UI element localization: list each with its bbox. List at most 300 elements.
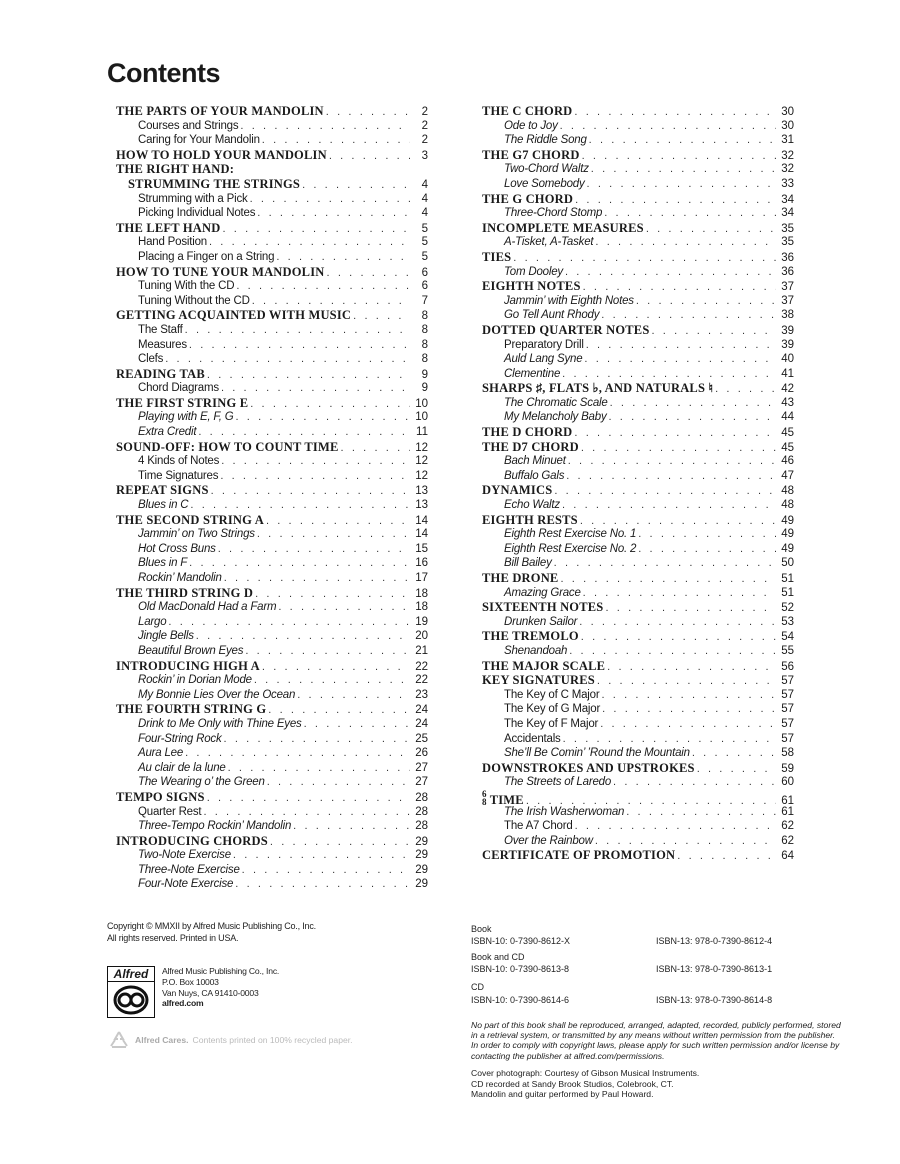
toc-entry-title: THE PARTS OF YOUR MANDOLIN (116, 104, 324, 118)
toc-page-number: 22 (415, 674, 428, 687)
toc-entry-title: THE TREMOLO (482, 629, 579, 644)
toc-page-number: 58 (781, 747, 794, 760)
isbn13: ISBN-13: 978-0-7390-8614-8 (656, 995, 773, 1005)
toc-entry-row (482, 805, 794, 820)
toc-entry-title: THE THIRD STRING D (116, 585, 254, 600)
toc-entry-row (482, 119, 794, 134)
toc-page-number: 61 (781, 805, 794, 818)
toc-entry-title: 4 Kinds of Notes (138, 455, 220, 468)
leader-dots (234, 279, 410, 294)
leader-dots (222, 732, 410, 747)
leader-dots (552, 556, 776, 571)
toc-entry-title: Clementine (504, 367, 561, 380)
address-line: P.O. Box 10003 (162, 976, 219, 987)
toc-entry-title: THE SECOND STRING A (116, 512, 264, 527)
leader-dots (351, 309, 410, 323)
toc-entry-title: GETTING ACQUAINTED WITH MUSIC (116, 308, 352, 323)
toc-entry-row (482, 367, 794, 382)
toc-entry-row (482, 294, 794, 309)
toc-entry-row (116, 338, 428, 353)
toc-entry-row (116, 629, 428, 644)
toc-entry-row (116, 323, 428, 338)
toc-heading-row (482, 425, 794, 440)
leader-dots (578, 514, 776, 528)
leader-dots (295, 688, 410, 703)
toc-entry-title: Placing a Finger on a String (138, 250, 275, 263)
toc-page-number: 2 (421, 119, 428, 132)
leader-dots (325, 266, 410, 280)
credits-block (471, 1068, 699, 1100)
toc-entry-title: Two-Chord Waltz (504, 163, 589, 176)
logo-mark-icon (112, 984, 150, 1016)
toc-heading-row (116, 513, 428, 528)
toc-entry-title: THE G CHORD (482, 191, 574, 206)
toc-entry-title: Caring for Your Mandolin (138, 134, 260, 147)
toc-entry-title: THE LEFT HAND (116, 220, 221, 235)
leader-dots (603, 601, 776, 615)
toc-page-number: 22 (415, 660, 428, 673)
toc-page-number: 57 (781, 717, 794, 730)
toc-page-number: 48 (781, 499, 794, 512)
toc-heading-row (482, 659, 794, 674)
cares-text: Contents printed on 100% recycled paper. (192, 1035, 353, 1045)
toc-page-number: 57 (781, 688, 794, 701)
leader-dots (194, 629, 410, 644)
toc-page-number: 57 (781, 675, 794, 688)
toc-entry-title: Rockin’ in Dorian Mode (138, 674, 252, 687)
toc-page-number: 6 (421, 280, 428, 293)
toc-page-number: 34 (781, 193, 794, 206)
toc-heading-row (116, 104, 428, 119)
toc-entry-row (482, 702, 794, 717)
credit-line: CD recorded at Sandy Brook Studios, Colebrook, CT. (471, 1078, 674, 1089)
leader-dots (339, 441, 410, 455)
toc-entry-row (116, 192, 428, 207)
toc-entry-title: THE D CHORD (482, 425, 573, 440)
leader-dots (598, 717, 776, 732)
toc-page-number: 30 (781, 119, 794, 132)
toc-entry-title: INCOMPLETE MEASURES (482, 220, 644, 235)
toc-entry-title: Buffalo Gals (504, 469, 565, 482)
leader-dots (201, 805, 410, 820)
time-sig-top: 6 (482, 789, 487, 799)
toc-entry-row (482, 775, 794, 790)
toc-page-number: 41 (781, 367, 794, 380)
leader-dots (567, 644, 776, 659)
toc-page-number: 14 (415, 528, 428, 541)
toc-entry-title: Clefs (138, 353, 164, 366)
toc-entry-row (116, 527, 428, 542)
leader-dots (558, 119, 776, 134)
toc-heading-row (116, 367, 428, 382)
leader-dots (611, 775, 776, 790)
toc-entry-title: Tuning With the CD (138, 280, 235, 293)
toc-page-number: 9 (421, 382, 428, 395)
toc-entry-row (482, 133, 794, 148)
leader-dots (274, 250, 410, 265)
toc-page-number: 8 (421, 310, 428, 323)
toc-entry-row (116, 571, 428, 586)
toc-entry-row (482, 717, 794, 732)
toc-entry-title: The Irish Washerwoman (504, 805, 625, 818)
toc-page-number: 11 (416, 426, 428, 439)
leader-dots (222, 571, 410, 586)
toc-heading-row (482, 673, 794, 688)
website-link[interactable]: alfred.com (162, 998, 204, 1009)
alfred-logo (107, 966, 155, 1018)
toc-page-number: 27 (415, 776, 428, 789)
toc-entry-row (116, 863, 428, 878)
cares-title: Alfred Cares. (135, 1035, 189, 1045)
leader-dots (255, 206, 410, 221)
toc-heading-row (482, 192, 794, 207)
toc-page-number: 46 (781, 455, 794, 468)
toc-page-number: 35 (781, 222, 794, 235)
toc-page-number: 4 (421, 192, 428, 205)
toc-entry-title: Three-Tempo Rockin’ Mandolin (138, 820, 292, 833)
toc-entry-row (116, 732, 428, 747)
toc-entry-title: EIGHTH NOTES (482, 279, 581, 294)
toc-heading-row (482, 148, 794, 163)
toc-entry-row (482, 177, 794, 192)
leader-dots (183, 323, 410, 338)
toc-page-number: 49 (781, 514, 794, 527)
toc-entry-text: TIME (489, 792, 524, 805)
toc-entry-title: HOW TO HOLD YOUR MANDOLIN (116, 147, 327, 162)
toc-page-number: 13 (415, 485, 428, 498)
leader-dots (216, 542, 410, 557)
toc-entry-title: Courses and Strings (138, 119, 239, 132)
leader-dots (564, 469, 776, 484)
toc-heading-row (116, 265, 428, 280)
toc-entry-title: Three-Note Exercise (138, 863, 240, 876)
toc-page-number: 4 (421, 207, 428, 220)
toc-entry-title: CERTIFICATE OF PROMOTION (482, 848, 676, 863)
toc-heading-row (116, 440, 428, 455)
toc-entry-title: The Wearing o’ the Green (138, 776, 265, 789)
leader-dots (585, 177, 776, 192)
toc-entry-row (116, 556, 428, 571)
leader-dots (327, 149, 410, 163)
credit-line: Mandolin and guitar performed by Paul Howard. (471, 1089, 654, 1099)
toc-entry-row (482, 265, 794, 280)
toc-page-number: 3 (421, 149, 428, 162)
toc-page-number: 38 (781, 309, 794, 322)
toc-page-number: 17 (415, 572, 428, 584)
toc-entry-title: Extra Credit (138, 426, 197, 439)
toc-page-number: 51 (781, 573, 794, 585)
toc-entry-title: Drink to Me Only with Thine Eyes (138, 717, 302, 730)
toc-entry-title: DOWNSTROKES AND UPSTROKES (482, 760, 695, 775)
leader-dots (234, 410, 411, 425)
leader-dots (561, 732, 776, 747)
toc-page-number: 8 (421, 338, 428, 351)
toc-entry-title: Eighth Rest Exercise No. 2 (504, 542, 637, 555)
leader-dots (187, 556, 410, 571)
toc-entry-title: Tuning Without the CD (138, 294, 250, 307)
toc-heading-row (116, 396, 428, 411)
toc-entry-row (116, 279, 428, 294)
leader-dots (218, 469, 410, 484)
toc-entry-title: Four-Note Exercise (138, 878, 234, 891)
toc-page-number: 51 (781, 586, 794, 599)
alfred-cares (108, 1030, 353, 1050)
toc-page-number: 27 (415, 761, 428, 774)
leader-dots (587, 133, 776, 148)
toc-entry-title: Echo Waltz (504, 499, 560, 512)
leader-dots (243, 644, 410, 659)
toc-page-number: 48 (781, 485, 794, 498)
toc-entry-title: EIGHTH RESTS (482, 512, 578, 527)
toc-right-column (482, 104, 794, 863)
leader-dots (264, 514, 410, 528)
toc-entry-title: A-Tisket, A-Tasket (504, 236, 594, 249)
toc-heading-row (482, 513, 794, 528)
toc-page-number: 40 (781, 353, 794, 366)
toc-heading-row (482, 761, 794, 776)
toc-heading-row (482, 571, 794, 586)
toc-entry-title: My Melancholy Baby (504, 411, 607, 424)
toc-entry-row (482, 819, 794, 834)
copyright-block (107, 921, 316, 944)
leader-dots (196, 425, 410, 440)
toc-entry-row (116, 746, 428, 761)
time-sig-bottom: 8 (482, 796, 487, 805)
toc-entry-title (482, 790, 524, 805)
leader-dots (255, 527, 410, 542)
recycle-icon (108, 1030, 130, 1050)
toc-entry-title: Hand Position (138, 236, 207, 249)
toc-entry-row (482, 542, 794, 557)
leader-dots (260, 660, 410, 674)
toc-entry-title: Time Signatures (138, 469, 219, 482)
leader-dots (566, 454, 776, 469)
toc-page-number: 24 (415, 717, 428, 730)
toc-heading-row (482, 440, 794, 455)
leader-dots (602, 206, 776, 221)
leader-dots (560, 498, 776, 513)
leader-dots (166, 615, 410, 630)
toc-entry-row (116, 250, 428, 265)
toc-page-number: 12 (415, 469, 428, 482)
leader-dots (207, 235, 410, 250)
leader-dots (644, 222, 776, 236)
toc-page-number: 8 (421, 353, 428, 366)
leader-dots (248, 397, 410, 411)
leader-dots (205, 368, 410, 382)
leader-dots (582, 352, 776, 367)
toc-page-number: 23 (415, 688, 428, 701)
toc-entry-title: Go Tell Aunt Rhody (504, 309, 600, 322)
toc-page-number: 52 (781, 602, 794, 615)
toc-entry-title: Rockin’ Mandolin (138, 572, 222, 584)
leader-dots (324, 105, 410, 119)
leader-dots (600, 702, 776, 717)
toc-entry-title: The Key of F Major (504, 717, 599, 730)
toc-entry-title: DYNAMICS (482, 483, 553, 498)
toc-entry-title: KEY SIGNATURES (482, 673, 595, 688)
toc-left-column (116, 104, 428, 892)
leader-dots (675, 849, 776, 863)
toc-entry-title: Drunken Sailor (504, 615, 578, 628)
leader-dots (300, 178, 410, 192)
toc-entry-title: THE DRONE (482, 571, 559, 585)
toc-entry-row (482, 352, 794, 367)
toc-page-number: 16 (415, 557, 428, 570)
toc-page-number: 62 (781, 834, 794, 847)
toc-entry-title: Playing with E, F, G (138, 411, 234, 424)
toc-entry-row (116, 454, 428, 469)
leader-dots (276, 600, 410, 615)
toc-entry-title: TEMPO SIGNS (116, 789, 205, 804)
leader-dots (581, 280, 776, 294)
toc-entry-row (116, 805, 428, 820)
address-line: Van Nuys, CA 91410-0003 (162, 987, 259, 998)
isbn10: ISBN-10: 0-7390-8614-6 (471, 995, 570, 1005)
toc-page-number: 49 (781, 542, 794, 555)
leader-dots (599, 308, 776, 323)
toc-entry-title: Bill Bailey (504, 557, 552, 570)
toc-entry-title: THE MAJOR SCALE (482, 658, 606, 673)
toc-heading-row (482, 848, 794, 863)
toc-entry-title: Bach Minuet (504, 455, 566, 468)
toc-entry-row (116, 600, 428, 615)
toc-heading-row (482, 221, 794, 236)
toc-page-number: 2 (421, 106, 428, 118)
toc-entry-row (116, 235, 428, 250)
toc-entry-row (116, 381, 428, 396)
logo-word: Alfred (108, 967, 154, 982)
toc-page-number: 37 (781, 281, 794, 294)
toc-page-number: 45 (781, 427, 794, 440)
toc-page-number: 12 (415, 455, 428, 468)
leader-dots (563, 265, 776, 280)
toc-entry-row (482, 454, 794, 469)
toc-page-number: 57 (781, 732, 794, 745)
leader-dots (607, 410, 777, 425)
toc-entry-row (482, 644, 794, 659)
toc-page-number: 64 (781, 850, 794, 863)
toc-entry-row (116, 469, 428, 484)
toc-entry-title: DOTTED QUARTER NOTES (482, 322, 650, 337)
leader-dots (579, 630, 776, 644)
leader-dots (266, 703, 410, 717)
toc-entry-title: THE G7 CHORD (482, 147, 580, 162)
leader-dots (690, 746, 776, 761)
toc-entry-title: SHARPS ♯, FLATS ♭, AND NATURALS ♮ (482, 381, 714, 396)
leader-dots (238, 119, 410, 134)
toc-entry-row (116, 717, 428, 732)
toc-entry-title: Au clair de la lune (138, 761, 226, 774)
toc-entry-title: INTRODUCING HIGH A (116, 658, 260, 673)
toc-entry-title: SIXTEENTH NOTES (482, 600, 604, 615)
toc-entry-title: Shenandoah (504, 644, 568, 657)
toc-heading-row (482, 629, 794, 644)
toc-entry-title: SOUND-OFF: HOW TO COUNT TIME (116, 439, 339, 454)
toc-page-number: 29 (415, 863, 428, 876)
toc-entry-row (116, 352, 428, 367)
leader-dots (634, 294, 776, 309)
toc-page-number: 2 (421, 134, 428, 147)
toc-page-number: 13 (415, 499, 428, 512)
toc-heading-row (482, 279, 794, 294)
toc-entry-title: Picking Individual Notes (138, 207, 256, 220)
toc-entry-row (482, 396, 794, 411)
leader-dots (558, 572, 776, 586)
toc-heading-row (482, 483, 794, 498)
toc-entry-title: INTRODUCING CHORDS (116, 833, 268, 848)
toc-page-number: 12 (415, 441, 428, 454)
toc-entry-title: The A7 Chord (504, 820, 573, 833)
leader-dots (183, 746, 410, 761)
toc-heading-row (116, 148, 428, 163)
toc-entry-row (482, 162, 794, 177)
leader-dots (219, 381, 410, 396)
leader-dots (268, 835, 410, 849)
toc-page-number: 10 (415, 397, 428, 410)
toc-page-number: 50 (781, 557, 794, 570)
leader-dots (250, 294, 410, 309)
toc-entry-title: She’ll Be Comin’ ’Round the Mountain (504, 747, 690, 760)
toc-page-number: 60 (781, 776, 794, 789)
toc-entry-row (482, 688, 794, 703)
toc-entry-row (116, 119, 428, 134)
toc-entry-title: THE FIRST STRING E (116, 395, 249, 410)
toc-page-number: 29 (415, 849, 428, 862)
toc-heading-row (116, 221, 428, 236)
leader-dots (252, 673, 410, 688)
toc-heading-row (116, 790, 428, 805)
leader-dots (624, 805, 776, 820)
toc-entry-row (482, 615, 794, 630)
page-title: Contents (107, 58, 220, 88)
toc-entry-row (482, 469, 794, 484)
toc-page-number: 56 (781, 660, 794, 673)
toc-page-number: 43 (781, 396, 794, 409)
toc-page-number: 55 (781, 644, 794, 657)
toc-entry-title: Aura Lee (138, 747, 184, 760)
leader-dots (589, 162, 776, 177)
legal-notice: No part of this book shall be reproduced, arranged, adapted, recorded, publicly performed, stored in a retrieval system, or transmitted by any means without written permission from the publisher. In order to comply with copyright laws, please apply for such written permission and/or license by contacting the publisher at alfred.com/permissions. (471, 1020, 841, 1061)
toc-heading-row (482, 250, 794, 265)
toc-page-number: 28 (415, 791, 428, 804)
toc-entry-title: Tom Dooley (504, 265, 563, 278)
toc-page-number: 57 (781, 703, 794, 716)
leader-dots (233, 877, 410, 892)
toc-entry-row (482, 586, 794, 601)
toc-entry-title: THE RIGHT HAND: (116, 162, 235, 177)
leader-dots (595, 674, 776, 688)
toc-page-number: 32 (781, 149, 794, 162)
toc-entry-title: Ode to Joy (504, 119, 558, 132)
toc-entry-row (116, 615, 428, 630)
toc-entry-row (116, 498, 428, 513)
toc-entry-title: Chord Diagrams (138, 382, 219, 395)
toc-entry-title: The Streets of Laredo (504, 776, 612, 789)
toc-heading-row (482, 104, 794, 119)
toc-entry-title: The Chromatic Scale (504, 396, 608, 409)
leader-dots (593, 834, 776, 849)
credit-line: Cover photograph: Courtesy of Gibson Musical Instruments. (471, 1068, 700, 1078)
toc-page-number: 7 (421, 294, 428, 307)
toc-page-number: 53 (781, 615, 794, 628)
leader-dots (573, 819, 776, 834)
toc-heading-row (116, 483, 428, 498)
time-signature-icon (482, 790, 487, 805)
toc-page-number: 62 (781, 820, 794, 833)
toc-entry-title: Old MacDonald Had a Farm (138, 601, 277, 614)
toc-page-number: 19 (415, 615, 428, 628)
